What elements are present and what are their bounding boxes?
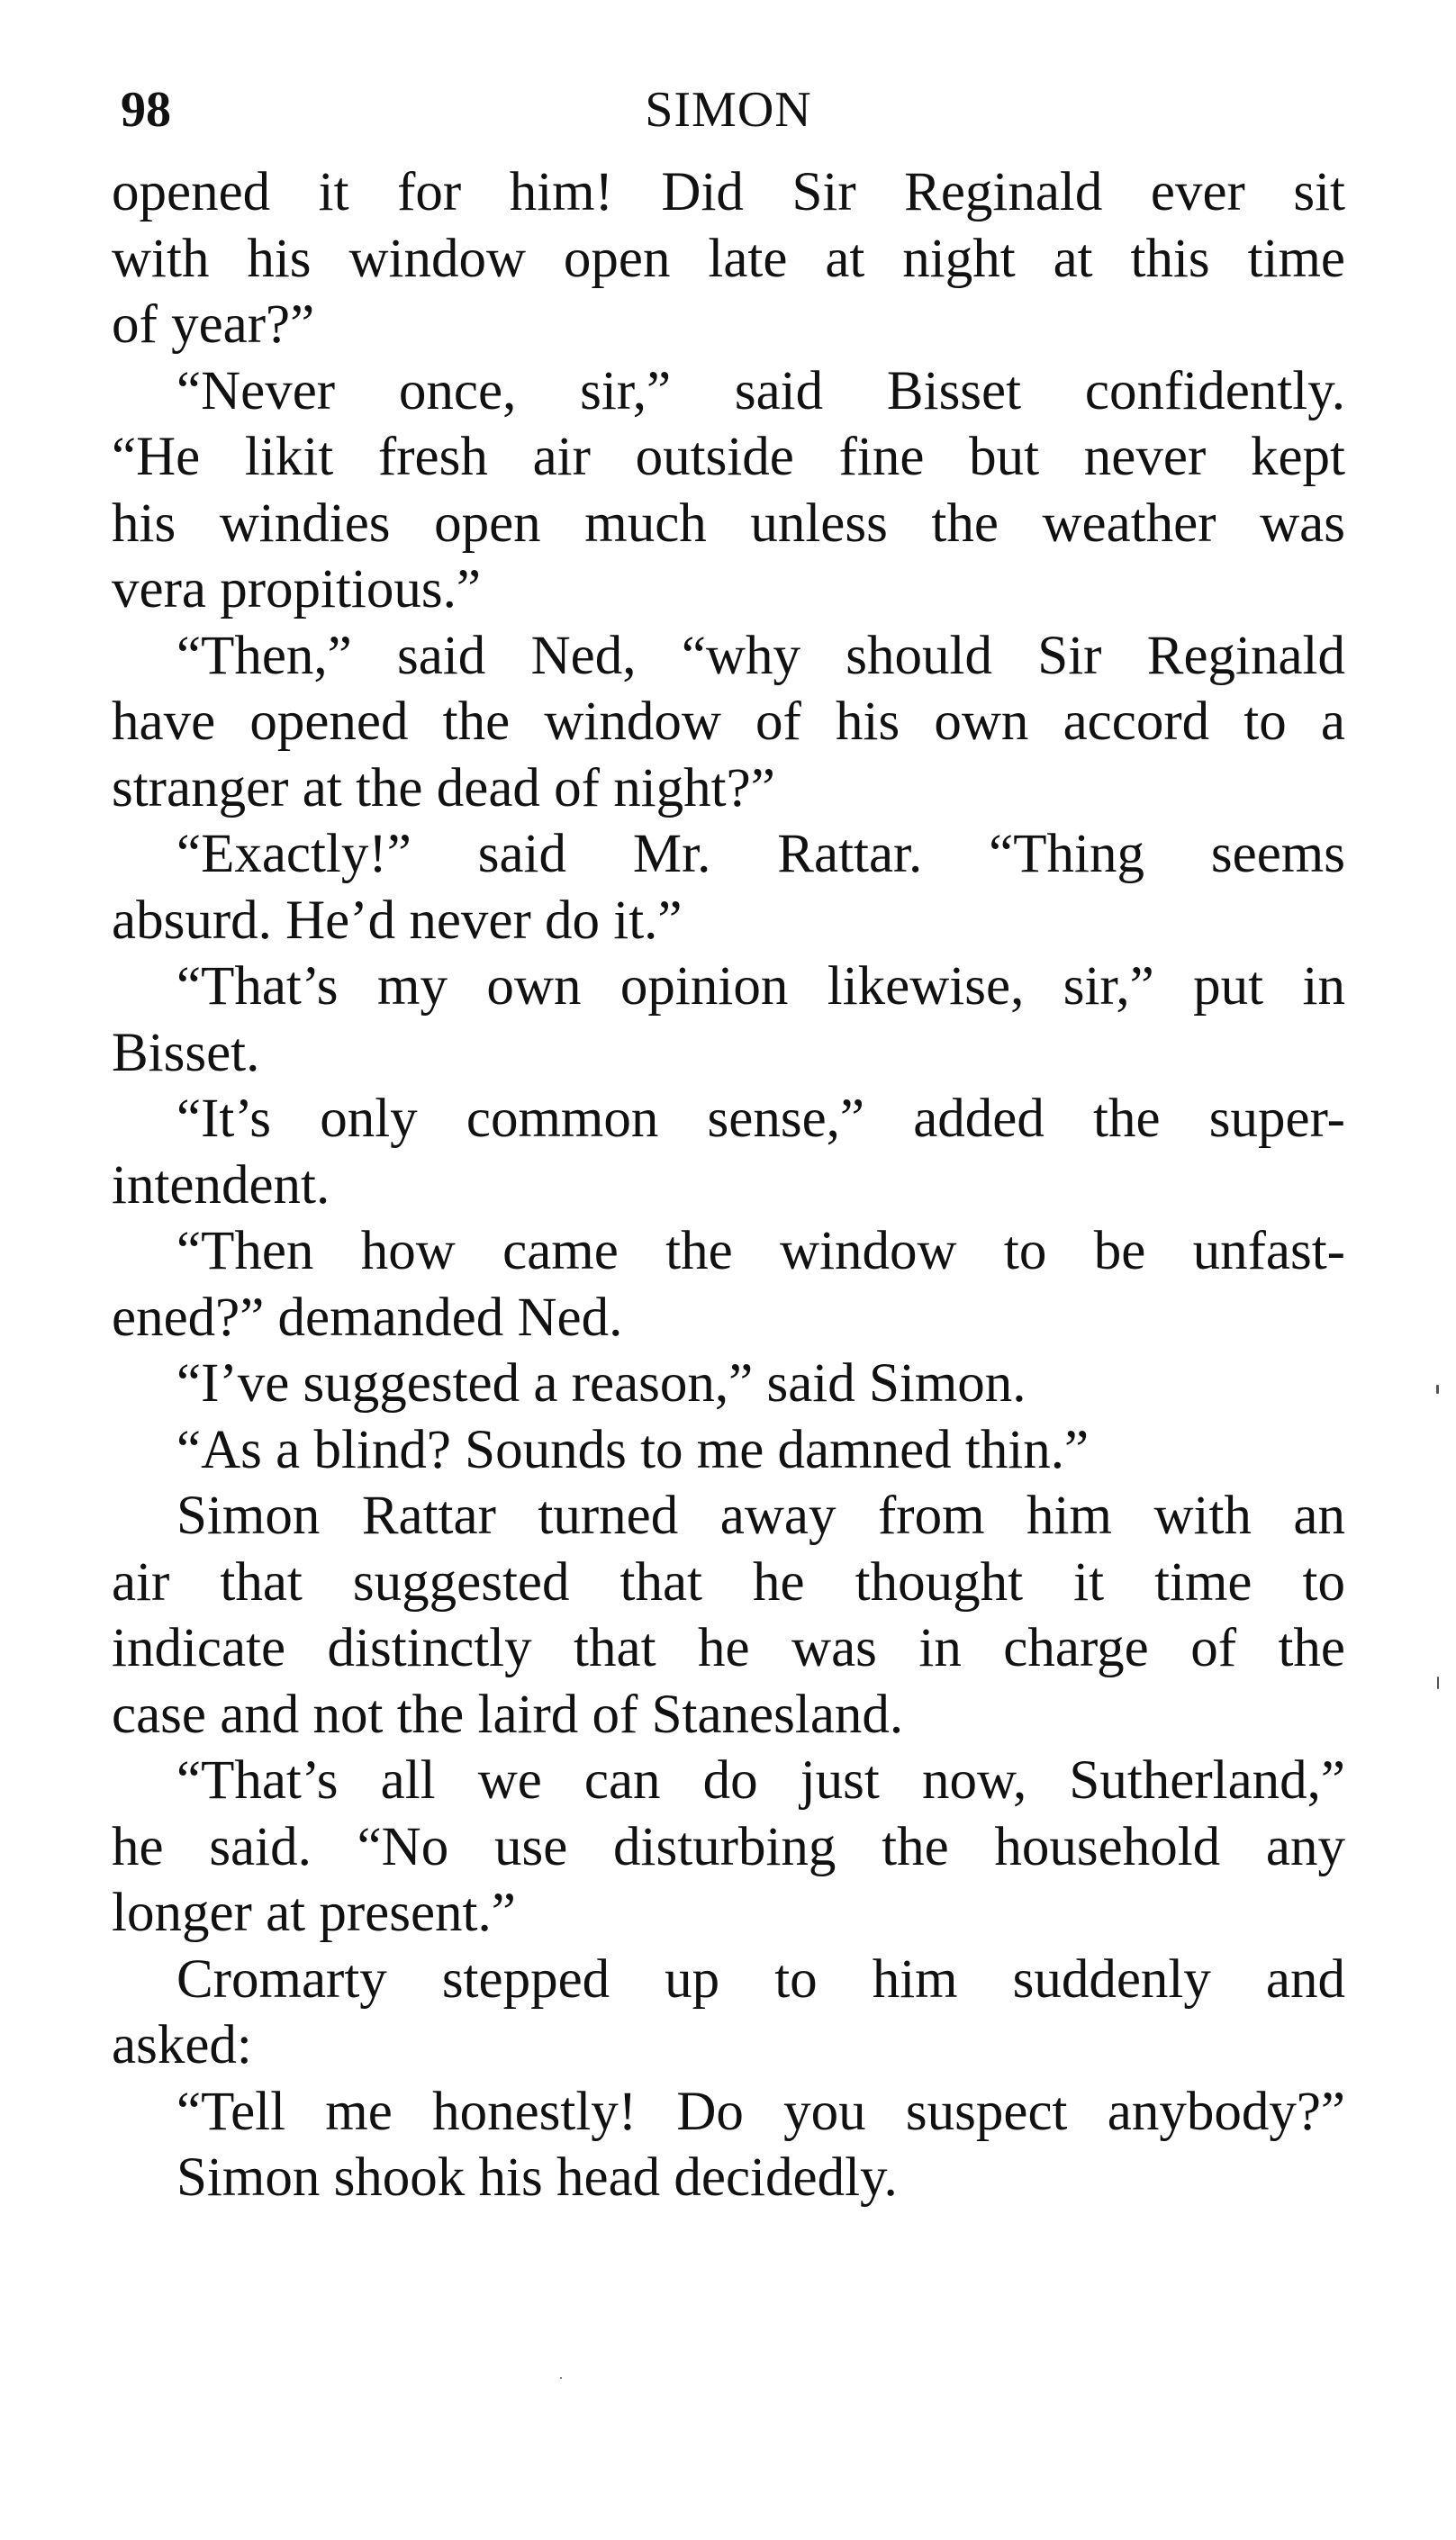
text-line: Cromarty stepped up to him suddenly and — [176, 1948, 1345, 2010]
text-line: absurd. He’d never do it.” — [112, 890, 683, 951]
text-line: asked: — [112, 2015, 252, 2075]
text-line: “I’ve suggested a reason,” said Simon. — [176, 1353, 1026, 1414]
text-line: case and not the laird of Stanesland. — [112, 1684, 904, 1745]
text-line: “That’s all we can do just now, Sutherland,” — [176, 1750, 1345, 1811]
text-line: “That’s my own opinion likewise, sir,” put in — [176, 956, 1345, 1017]
page-number: 98 — [121, 82, 171, 138]
text-line: “As a blind? Sounds to me damned thin.” — [176, 1419, 1090, 1480]
print-speck — [1437, 1677, 1439, 1689]
print-speck — [560, 2377, 562, 2379]
text-line: his windies open much unless the weather was — [112, 493, 1345, 554]
running-head — [112, 74, 1345, 146]
text-line: “Tell me honestly! Do you suspect anybody?” — [176, 2081, 1345, 2142]
text-line: “It’s only common sense,” added the super- — [176, 1089, 1345, 1149]
text-line: Simon Rattar turned away from him with an — [176, 1486, 1345, 1546]
text-line: “Never once, sir,” said Bisset confidently. — [176, 360, 1345, 421]
text-line: intendent. — [112, 1154, 330, 1216]
text-line: “He likit fresh air outside fine but never kept — [112, 427, 1345, 487]
text-line: opened it for him! Did Sir Reginald ever sit — [112, 162, 1345, 222]
text-line: vera propitious.” — [112, 559, 481, 619]
text-line: Bisset. — [112, 1022, 260, 1083]
body-text — [112, 159, 1345, 2211]
text-line: air that suggested that he thought it time to — [112, 1551, 1345, 1613]
text-line: longer at present.” — [112, 1883, 516, 1943]
text-line: “Then,” said Ned, “why should Sir Reginald — [176, 625, 1345, 686]
print-speck — [1436, 1385, 1439, 1394]
text-line: of year?” — [112, 294, 315, 355]
running-title: SIMON — [645, 82, 812, 138]
text-line: with his window open late at night at this time — [112, 228, 1345, 289]
text-line: “Exactly!” said Mr. Rattar. “Thing seems — [176, 824, 1345, 884]
text-line: he said. “No use disturbing the household any — [112, 1816, 1345, 1877]
text-line: “Then how came the window to be unfast- — [176, 1221, 1345, 1281]
text-line: have opened the window of his own accord to a — [112, 691, 1345, 752]
text-line: stranger at the dead of night?” — [112, 757, 775, 818]
text-line: ened?” demanded Ned. — [112, 1287, 623, 1348]
text-line: Simon shook his head decidedly. — [176, 2147, 898, 2208]
text-line: indicate distinctly that he was in charge of the — [112, 1618, 1345, 1678]
